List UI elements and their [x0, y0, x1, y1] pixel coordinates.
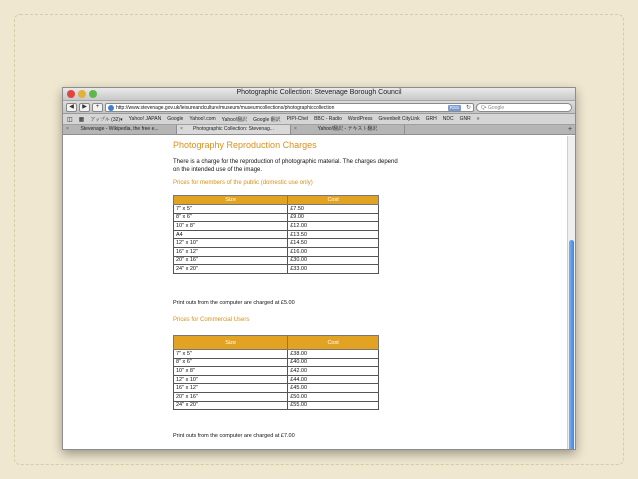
bookmark-item[interactable]: Google — [167, 116, 184, 122]
table-row: 16" x 12" £45.00 — [174, 384, 379, 393]
scrollbar-thumb[interactable] — [569, 240, 574, 450]
public-printout-note: Print outs from the computer are charged at £5.00 — [173, 300, 295, 306]
public-prices-heading: Prices for members of the public (domestic use only) — [173, 180, 313, 186]
site-icon — [108, 105, 114, 111]
close-tab-icon[interactable]: × — [294, 126, 297, 132]
public-prices-table — [173, 195, 379, 274]
commercial-prices-heading: Prices for Commercial Users — [173, 317, 250, 323]
bookmarks-bar — [63, 114, 575, 125]
commercial-prices-table — [173, 335, 379, 410]
tab-photographic-collection[interactable]: × Photographic Collection: Stevenag... — [177, 125, 291, 134]
table-row: A4 £13.50 — [174, 230, 379, 239]
reload-icon[interactable]: ↻ — [465, 104, 471, 111]
table-row: 24" x 20" £33.00 — [174, 265, 379, 274]
table-row: 10" x 8" £42.00 — [174, 367, 379, 376]
bookmark-item[interactable]: Yahoo!翻訳 — [221, 116, 248, 123]
table-row: 20" x 16" £30.00 — [174, 256, 379, 265]
window-title: Photographic Collection: Stevenage Borough Council — [236, 89, 402, 96]
browser-window — [62, 87, 576, 450]
rss-badge[interactable]: RSS — [449, 104, 459, 110]
table-row: 7" x 5" £38.00 — [174, 350, 379, 359]
page-content — [63, 136, 567, 449]
bookmark-item[interactable]: PIPI-Chel — [286, 116, 309, 122]
table-row: 8" x 6" £9.00 — [174, 213, 379, 222]
title-bar — [63, 88, 575, 101]
bookmark-item[interactable]: GNR — [459, 116, 471, 122]
reading-list-icon[interactable]: ◫ — [67, 116, 73, 123]
url-text: http://www.stevenage.gov.uk/leisureandculture/museum/museumcollections/photographiccollection — [116, 104, 335, 111]
tab-bar — [63, 125, 575, 135]
address-bar[interactable] — [105, 103, 474, 112]
new-tab-button[interactable]: + — [567, 126, 573, 133]
table-row: 20" x 16" £50.00 — [174, 392, 379, 401]
bookmark-item[interactable]: アップル (32)▾ — [90, 116, 123, 123]
size-column-header: Size — [174, 196, 288, 205]
close-tab-icon[interactable]: × — [180, 126, 183, 132]
bookmarks-grid-icon[interactable]: ▦ — [78, 116, 85, 123]
cost-column-header: Cost — [288, 196, 379, 205]
forward-button[interactable]: ▶ — [79, 103, 90, 112]
table-row: 24" x 20" £55.00 — [174, 401, 379, 410]
back-button[interactable]: ◀ — [66, 103, 77, 112]
tab-yahoo-translate[interactable]: × Yahoo!翻訳 - テキスト翻訳 — [291, 125, 405, 134]
bookmark-item[interactable]: Yahoo!.com — [189, 116, 216, 122]
size-column-header: Size — [174, 336, 288, 350]
intro-text: There is a charge for the reproduction of photographic material. The charges depend on the intended use of the image. — [173, 159, 398, 173]
bookmark-item[interactable]: NDC — [442, 116, 454, 122]
table-header-row — [174, 196, 379, 205]
table-row: 8" x 6" £40.00 — [174, 358, 379, 367]
toolbar — [63, 101, 575, 114]
bookmark-item[interactable]: Greenbelt CityLink — [378, 116, 420, 122]
add-bookmark-button[interactable]: + — [92, 103, 103, 112]
bookmark-item[interactable]: GRH — [425, 116, 437, 122]
table-row: 12" x 10" £44.00 — [174, 375, 379, 384]
bookmark-item[interactable]: BBC - Radio — [314, 116, 342, 122]
table-row: 16" x 12" £16.00 — [174, 247, 379, 256]
tab-wikipedia[interactable]: × Stevenage - Wikipedia, the free e... — [63, 125, 177, 134]
table-row: 12" x 10" £14.50 — [174, 239, 379, 248]
table-row: 10" x 8" £12.00 — [174, 222, 379, 231]
table-header-row — [174, 336, 379, 350]
table-row: 7" x 5" £7.50 — [174, 205, 379, 214]
vertical-scrollbar[interactable] — [567, 136, 575, 449]
bookmark-item[interactable]: Google 翻訳 — [253, 116, 281, 123]
search-input[interactable]: Q• Google — [476, 103, 572, 112]
bookmarks-overflow-button[interactable]: » — [476, 116, 480, 122]
page-title: Photography Reproduction Charges — [173, 140, 317, 150]
cost-column-header: Cost — [288, 336, 379, 350]
bookmark-item[interactable]: WordPress — [347, 116, 373, 122]
bookmark-item[interactable]: Yahoo! JAPAN — [128, 116, 162, 122]
commercial-printout-note: Print outs from the computer are charged at £7.00 — [173, 433, 295, 439]
close-tab-icon[interactable]: × — [66, 126, 69, 132]
